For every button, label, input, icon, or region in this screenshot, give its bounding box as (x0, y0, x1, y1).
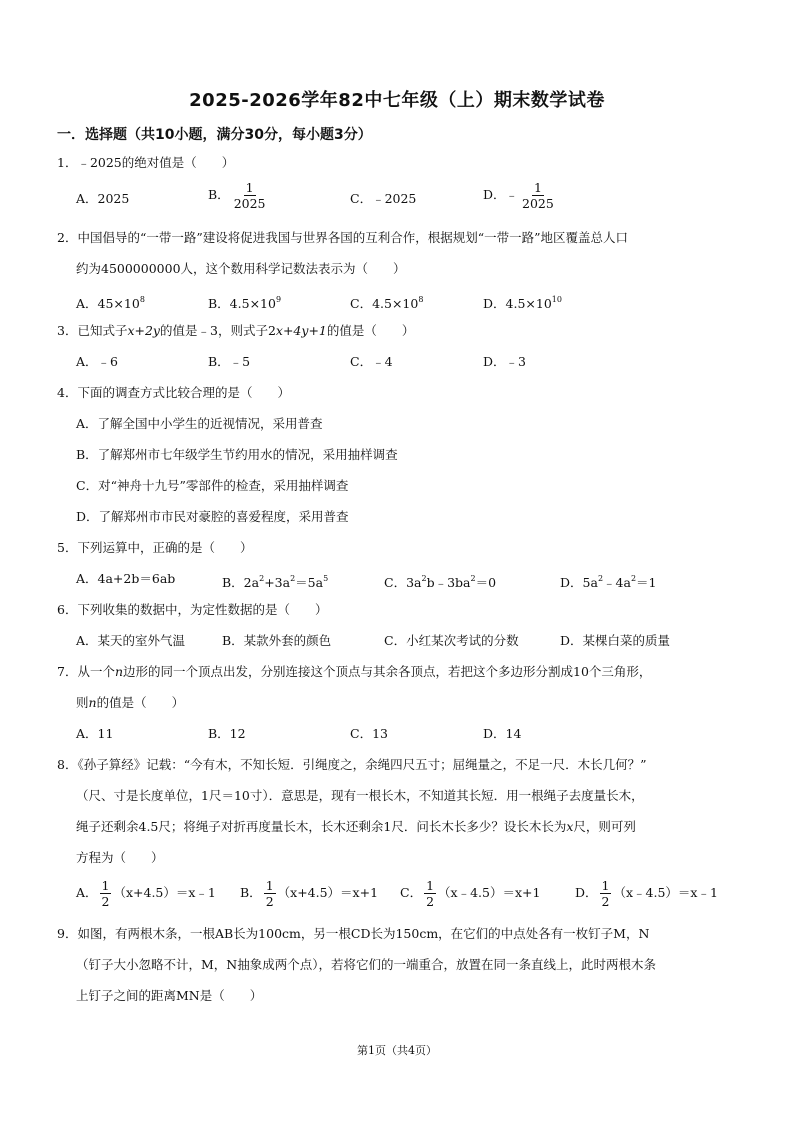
q8-stem-line4: 方程为（ ） (76, 850, 164, 865)
q3-option-b: B．﹣5 (208, 354, 251, 369)
q1-option-a: A．2025 (76, 191, 130, 206)
q1-option-c: C．﹣2025 (350, 191, 417, 206)
q6-stem: 6．下列收集的数据中，为定性数据的是（ ） (57, 602, 328, 617)
fraction: $\frac{1}{2025}$ (522, 180, 554, 211)
q4-option-d: D．了解郑州市市民对豪腔的喜爱程度，采用普查 (76, 509, 349, 524)
q2-option-a: A．$45\times 10^8$ (76, 295, 145, 311)
q7-option-d: D．14 (483, 726, 522, 741)
q6-option-d: D．某棵白菜的质量 (560, 633, 671, 648)
q9-stem-line1: 9．如图，有两根木条，一根AB长为100cm，另一根CD长为150cm，在它们的中点处各有一枚钉子M，N (57, 926, 650, 941)
q7-option-b: B．12 (208, 726, 246, 741)
q3-option-d: D．﹣3 (483, 354, 526, 369)
q4-option-c: C．对“神舟十九号”零部件的检查，采用抽样调查 (76, 478, 349, 493)
q4-option-b: B．了解郑州市七年级学生节约用水的情况，采用抽样调查 (76, 447, 398, 462)
fraction: $\frac{1}{2}$ (601, 878, 610, 909)
q8-option-d: D． $\frac{1}{2}$ （x﹣4.5）＝x﹣1 (575, 878, 718, 909)
q8-option-a: A． $\frac{1}{2}$ （x+4.5）＝x﹣1 (76, 878, 216, 909)
fraction: $\frac{1}{2025}$ (233, 180, 266, 211)
q8-option-c: C． $\frac{1}{2}$ （x﹣4.5）＝x+1 (400, 878, 541, 909)
q1-option-b: B． $\frac{1}{2025}$ (208, 180, 266, 211)
q8-stem-line2: （尺、寸是长度单位，1尺＝10寸）．意思是，现有一根长木，不知道其长短．用一根绳子去度量长木， (76, 788, 644, 803)
q6-option-b: B．某款外套的颜色 (222, 633, 332, 648)
q2-option-c: C．$4.5\times 10^8$ (350, 295, 424, 311)
q8-option-b: B． $\frac{1}{2}$ （x+4.5）＝x+1 (240, 878, 379, 909)
section-heading: 一．选择题（共10小题，满分30分，每小题3分） (57, 127, 372, 143)
q8-stem-line1: 8．《孙子算经》记载：“今有木，不知长短．引绳度之，余绳四尺五寸；屈绳量之，不足一尺．木长几何？” (57, 757, 647, 772)
q5-option-b: B．$2a^2+3a^2=5a^5$ (222, 574, 329, 590)
q1-stem: 1．﹣2025的绝对值是（ ） (57, 155, 235, 170)
q6-option-a: A．某天的室外气温 (76, 633, 186, 648)
fraction: $\frac{1}{2}$ (101, 878, 110, 909)
fraction: $\frac{1}{2}$ (426, 878, 435, 909)
q5-option-c: C．$3a^2b﹣3ba^2=0$ (384, 574, 497, 590)
q7-stem-line2: 则n的值是（ ） (76, 695, 185, 710)
q2-stem-line2: 约为4500000000人，这个数用科学记数法表示为（ ） (76, 261, 406, 276)
q8-stem-line3: 绳子还剩余4.5尺；将绳子对折再度量长木，长木还剩余1尺．问长木长多少？设长木长为x尺，则可列 (76, 819, 636, 834)
page-footer: 第1页（共4页） (357, 1044, 437, 1057)
q4-stem: 4．下面的调查方式比较合理的是（ ） (57, 385, 290, 400)
q2-option-b: B．$4.5\times 10^9$ (208, 295, 282, 311)
q9-stem-line3: 上钉子之间的距离MN是（ ） (76, 988, 263, 1003)
q3-option-c: C．﹣4 (350, 354, 393, 369)
q6-option-c: C．小红某次考试的分数 (384, 633, 519, 648)
q5-option-a: A．4a+2b＝6ab (76, 571, 176, 586)
fraction: $\frac{1}{2}$ (265, 878, 274, 909)
q5-stem: 5．下列运算中，正确的是（ ） (57, 540, 253, 555)
q5-option-d: D．$5a^2﹣4a^2=1$ (560, 574, 657, 590)
q7-stem-line1: 7．从一个n边形的同一个顶点出发，分别连接这个顶点与其余各顶点，若把这个多边形分割成10个三角形， (57, 664, 652, 679)
q3-stem: 3．已知式子x+2y的值是﹣3，则式子2x+4y+1的值是（ ） (57, 323, 415, 338)
q4-option-a: A．了解全国中小学生的近视情况，采用普查 (76, 416, 323, 431)
q7-option-c: C．13 (350, 726, 388, 741)
q1-option-d: D．﹣ $\frac{1}{2025}$ (483, 180, 554, 211)
q2-stem-line1: 2．中国倡导的“一带一路”建设将促进我国与世界各国的互利合作，根据规划“一带一路”地区覆盖总人口 (57, 230, 629, 245)
exam-title: 2025-2026学年82中七年级（上）期末数学试卷 (189, 90, 605, 111)
q7-option-a: A．11 (76, 726, 114, 741)
q9-stem-line2: （钉子大小忽略不计，M，N抽象成两个点），若将它们的一端重合，放置在同一条直线上，此时两根木条 (76, 957, 656, 972)
q2-option-d: D．$4.5\times 10^{10}$ (483, 295, 562, 311)
q3-option-a: A．﹣6 (76, 354, 118, 369)
